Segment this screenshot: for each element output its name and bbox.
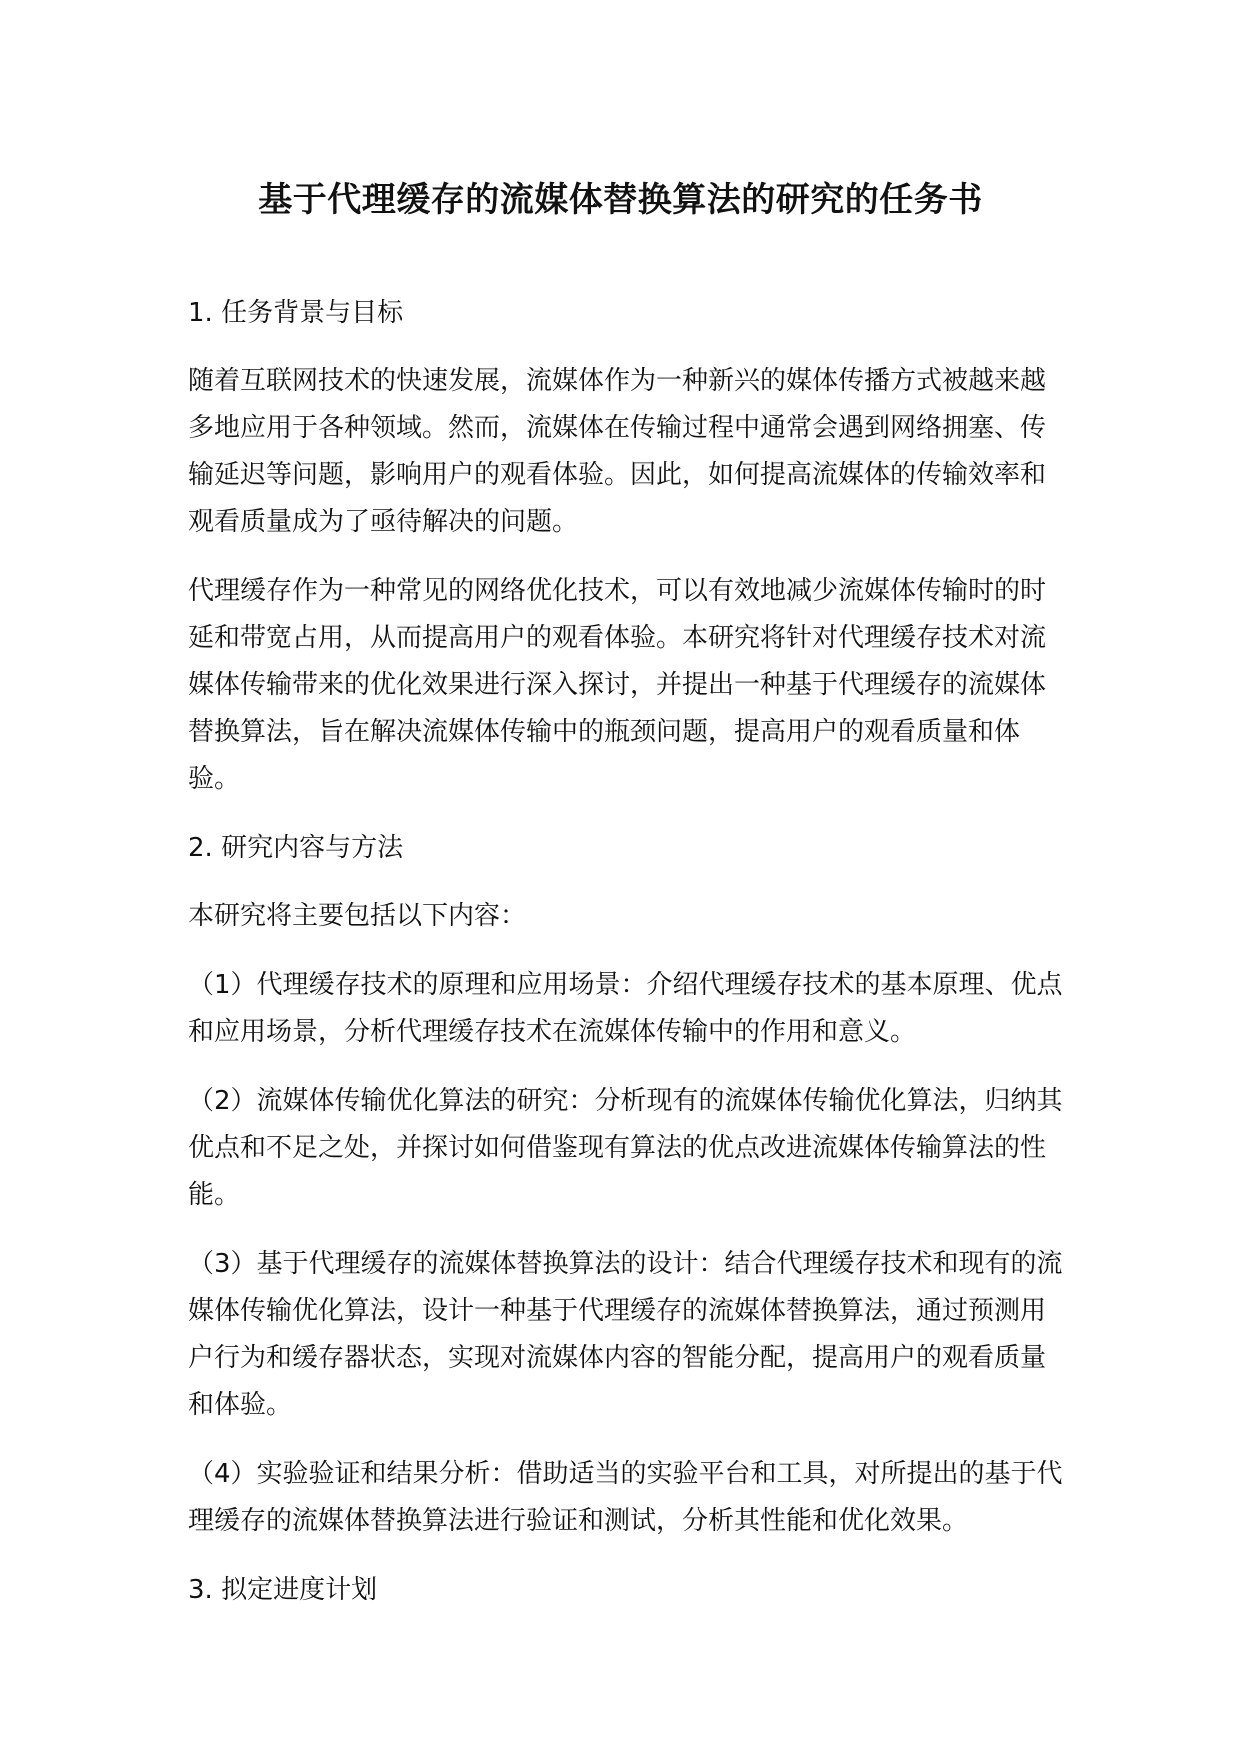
document-title: 基于代理缓存的流媒体替换算法的研究的任务书	[258, 180, 983, 220]
section-1-paragraph-1: 随着互联网技术的快速发展，流媒体作为一种新兴的媒体传播方式被越来越多地应用于各种领域。然而，流媒体在传输过程中通常会遇到网络拥塞、传输延迟等问题，影响用户的观看体验。因此，如何提高流媒体的传输效率和观看质量成为了亟待解决的问题。	[188, 366, 1047, 537]
section-heading-1: 1. 任务背景与目标	[188, 298, 404, 328]
section-2-paragraph-5: （4）实验验证和结果分析：借助适当的实验平台和工具，对所提出的基于代理缓存的流媒体替换算法进行验证和测试，分析其性能和优化效果。	[188, 1459, 1063, 1536]
document-body	[188, 290, 1068, 1635]
section-heading-2: 2. 研究内容与方法	[188, 833, 404, 863]
section-2-paragraph-2: （1）代理缓存技术的原理和应用场景：介绍代理缓存技术的基本原理、优点和应用场景，分析代理缓存技术在流媒体传输中的作用和意义。	[188, 970, 1063, 1047]
section-1-paragraph-2: 代理缓存作为一种常见的网络优化技术，可以有效地减少流媒体传输时的时延和带宽占用，从而提高用户的观看体验。本研究将针对代理缓存技术对流媒体传输带来的优化效果进行深入探讨，并提出一种基于代理缓存的流媒体替换算法，旨在解决流媒体传输中的瓶颈问题，提高用户的观看质量和体验。	[188, 576, 1047, 794]
section-2-paragraph-1: 本研究将主要包括以下内容：	[188, 901, 527, 931]
section-2-paragraph-3: （2）流媒体传输优化算法的研究：分析现有的流媒体传输优化算法，归纳其优点和不足之处，并探讨如何借鉴现有算法的优点改进流媒体传输算法的性能。	[188, 1086, 1063, 1210]
section-2-paragraph-4: （3）基于代理缓存的流媒体替换算法的设计：结合代理缓存技术和现有的流媒体传输优化算法，设计一种基于代理缓存的流媒体替换算法，通过预测用户行为和缓存器状态，实现对流媒体内容的智能分配，提高用户的观看质量和体验。	[188, 1249, 1063, 1420]
section-heading-3: 3. 拟定进度计划	[188, 1575, 378, 1605]
